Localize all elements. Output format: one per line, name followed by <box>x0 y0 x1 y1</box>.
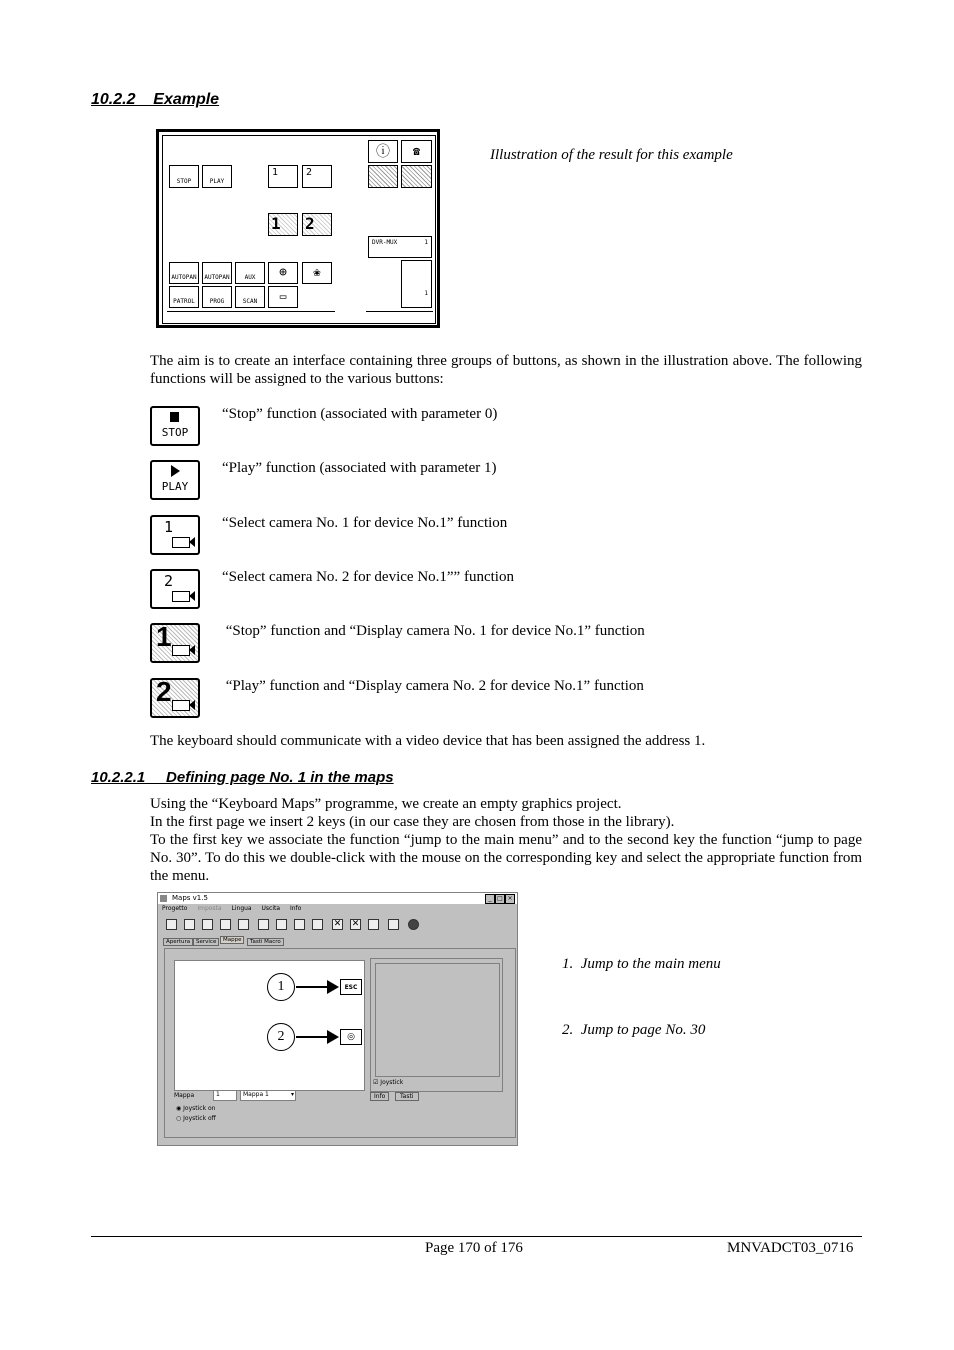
maps-paragraph <box>150 795 862 885</box>
illus-play-cam2-label: 2 <box>305 214 315 233</box>
app-icon <box>160 895 167 902</box>
play-key-icon <box>150 460 200 500</box>
mappa-select[interactable] <box>240 1090 296 1101</box>
camera-icon <box>172 537 190 548</box>
stop-camera1-key-icon <box>150 623 200 663</box>
camera2-key-label: 2 <box>164 572 174 590</box>
camera-lens-icon <box>189 537 195 547</box>
illus-prog-label: PROG <box>209 298 225 305</box>
tasti-tab[interactable]: Tasti <box>395 1092 419 1101</box>
tab-tasti-macro[interactable]: Tasti Macro <box>247 938 284 946</box>
camera-icon <box>172 700 190 711</box>
mappa-select-value: Mappa 1 <box>243 1091 269 1098</box>
preview-panel <box>370 958 503 1092</box>
function-stop-camera1-text: “Stop” function and “Display camera No. 1 for device No.1” function <box>222 623 645 639</box>
illus-camera-num: 1 <box>424 290 428 297</box>
phone-icon: ☎ <box>401 140 432 163</box>
callout-2-label: 2 <box>277 1029 285 1044</box>
menu-lingua[interactable]: Lingua <box>231 905 252 912</box>
illus-cam2-label: 2 <box>306 167 313 178</box>
arrow-1-head-icon <box>327 980 339 994</box>
function-camera1-text: “Select camera No. 1 for device No.1” function <box>222 515 508 531</box>
stop-key-icon <box>150 406 200 446</box>
para-line-2: In the first page we insert 2 keys (in our case they are chosen from those in the library). <box>150 814 675 830</box>
callout-1-label: 1 <box>277 979 285 994</box>
mappa-number-input[interactable]: 1 <box>213 1090 237 1101</box>
target-key-icon[interactable]: ◎ <box>340 1029 362 1045</box>
print-preview-icon[interactable] <box>368 919 379 930</box>
camera-lens-icon <box>189 645 195 655</box>
illus-autopan1-button <box>169 262 199 284</box>
camera1-key-icon <box>150 515 200 555</box>
esc-key[interactable] <box>340 979 362 995</box>
stop-camera1-key-label: 1 <box>156 621 172 652</box>
menu-imposta[interactable]: Imposta <box>197 905 222 912</box>
chevron-down-icon[interactable]: ▾ <box>290 1091 294 1098</box>
fan-icon: ❀ <box>302 262 332 284</box>
window-menubar <box>158 904 517 914</box>
stop-key-label: STOP <box>161 426 189 439</box>
illus-aux-button <box>235 262 265 284</box>
camera-lens-icon <box>189 700 195 710</box>
menu-progetto[interactable]: Progetto <box>162 905 188 912</box>
camera1-key-label: 1 <box>164 518 174 536</box>
section-heading: 10.2.2 Example <box>91 91 220 108</box>
radio-joystick-on[interactable]: ◉ Joystick on <box>176 1105 216 1112</box>
illus-camera-button <box>401 260 432 308</box>
illus-stop-label: STOP <box>176 178 192 185</box>
window-title: Maps v1.5 <box>172 894 208 902</box>
play-triangle-icon <box>171 465 180 477</box>
illus-stop-button <box>169 165 199 188</box>
open-folder-icon[interactable] <box>184 919 195 930</box>
illus-dvr-label: DVR-MUX <box>372 239 398 246</box>
save-icon[interactable] <box>202 919 213 930</box>
copy-pages-icon[interactable] <box>258 919 269 930</box>
map-canvas[interactable] <box>174 960 365 1091</box>
arrow-2-head-icon <box>327 1030 339 1044</box>
map-icon <box>368 165 398 188</box>
illus-dvr-num: 1 <box>424 239 428 246</box>
upload-icon[interactable] <box>220 919 231 930</box>
function-play-camera2-text: “Play” function and “Display camera No. 2 for device No.1” function <box>222 678 644 694</box>
tab-mappe[interactable]: Mappe <box>220 936 244 944</box>
illus-play-label: PLAY <box>209 178 225 185</box>
illustration-divider-left <box>167 311 335 312</box>
illus-play-cam2-button <box>302 213 332 236</box>
illus-patrol-button <box>169 286 199 308</box>
joystick-checkbox[interactable]: ☑ Joystick <box>373 1079 404 1086</box>
illus-dvr-button <box>368 236 432 258</box>
radio-joystick-off-label: Joystick off <box>183 1115 216 1122</box>
illus-autopan2-label: AUTOPAN <box>204 274 230 281</box>
radio-joystick-off[interactable]: ○ Joystick off <box>176 1115 216 1122</box>
illus-prog-button <box>202 286 232 308</box>
folder-icon: ▭ <box>268 286 298 308</box>
illus-autopan1-label: AUTOPAN <box>171 274 197 281</box>
layers-icon[interactable] <box>294 919 305 930</box>
illustration-caption: Illustration of the result for this example <box>490 147 733 163</box>
esc-key-label: ESC <box>344 983 358 991</box>
menu-uscita[interactable]: Uscita <box>261 905 281 912</box>
illus-stop-cam1-button <box>268 213 298 236</box>
illus-cam1-button <box>268 165 298 188</box>
subsection-heading: 10.2.2.1 Defining page No. 1 in the maps <box>91 769 394 786</box>
delete-all-icon[interactable]: ✕ <box>351 919 360 929</box>
illus-play-button <box>202 165 232 188</box>
callout-2 <box>267 1023 295 1051</box>
camera-icon <box>172 591 190 602</box>
delete-x-icon[interactable]: ✕ <box>333 919 342 929</box>
keyboard-illustration <box>156 129 440 328</box>
play-key-label: PLAY <box>161 480 189 493</box>
function-camera2-text: “Select camera No. 2 for device No.1”” function <box>222 569 514 585</box>
radio-joystick-on-label: Joystick on <box>183 1105 216 1112</box>
document-code: MNVADCT03_0716 <box>727 1240 854 1256</box>
play-camera2-key-icon <box>150 678 200 718</box>
illus-cam2-button <box>302 165 332 188</box>
illus-scan-label: SCAN <box>242 298 258 305</box>
keyboard-icon[interactable] <box>312 919 323 930</box>
window-titlebar <box>158 893 517 904</box>
callout-list <box>562 909 721 1063</box>
maps-app-window <box>157 892 518 1146</box>
list-item: 1. Jump to the main menu <box>562 956 721 972</box>
page-icon[interactable] <box>276 919 287 930</box>
stop-square-icon <box>170 412 179 422</box>
function-play-text: “Play” function (associated with parameter 1) <box>222 460 497 476</box>
tab-service[interactable]: Service <box>193 938 219 946</box>
illus-cam1-label: 1 <box>272 167 279 178</box>
new-file-icon[interactable] <box>166 919 177 930</box>
para-line-3: To the first key we associate the function “jump to the main menu” and to the second key the function “jump to page No. 30”. To do this we double-click with the mouse on the corresponding key and select the appropriate function from the menu. <box>150 832 862 884</box>
camera-lens-icon <box>189 591 195 601</box>
tab-apertura[interactable]: Apertura <box>163 938 193 946</box>
download-icon[interactable] <box>238 919 249 930</box>
intro-paragraph: The aim is to create an interface containing three groups of buttons, as shown in the illustration above. The following functions will be assigned to the various buttons: <box>150 353 862 387</box>
illus-scan-button <box>235 286 265 308</box>
play-camera2-key-label: 2 <box>156 676 172 707</box>
joystick-check-label: Joystick <box>380 1079 404 1086</box>
keyboard-sentence: The keyboard should communicate with a video device that has been assigned the address 1. <box>150 733 706 749</box>
print-icon[interactable] <box>388 919 399 930</box>
menu-info[interactable]: Info <box>289 905 302 912</box>
illustration-divider-right <box>366 311 433 312</box>
crosshair-icon: ⊕ <box>268 262 298 284</box>
page-number: Page 170 of 176 <box>425 1240 523 1256</box>
callout-1 <box>267 973 295 1001</box>
function-stop-text: “Stop” function (associated with parameter 0) <box>222 406 498 422</box>
mappa-label: Mappa <box>174 1092 195 1099</box>
maximize-icon[interactable]: □ <box>495 894 505 904</box>
info-tab[interactable]: Info <box>370 1092 389 1101</box>
list-item: 2. Jump to page No. 30 <box>562 1022 706 1038</box>
stop-circle-icon[interactable] <box>408 919 419 930</box>
info-icon: ⓘ <box>368 140 398 163</box>
camera-icon <box>172 645 190 656</box>
para-line-1: Using the “Keyboard Maps” programme, we create an empty graphics project. <box>150 796 622 812</box>
footer-rule <box>91 1236 862 1237</box>
close-icon[interactable]: × <box>505 894 515 904</box>
minimize-icon[interactable]: _ <box>485 894 495 904</box>
preview-area <box>375 963 500 1077</box>
illus-autopan2-button <box>202 262 232 284</box>
illus-stop-cam1-label: 1 <box>271 214 281 233</box>
exit-icon <box>401 165 432 188</box>
illus-aux-label: AUX <box>244 274 256 281</box>
camera2-key-icon <box>150 569 200 609</box>
illus-patrol-label: PATROL <box>173 298 195 305</box>
